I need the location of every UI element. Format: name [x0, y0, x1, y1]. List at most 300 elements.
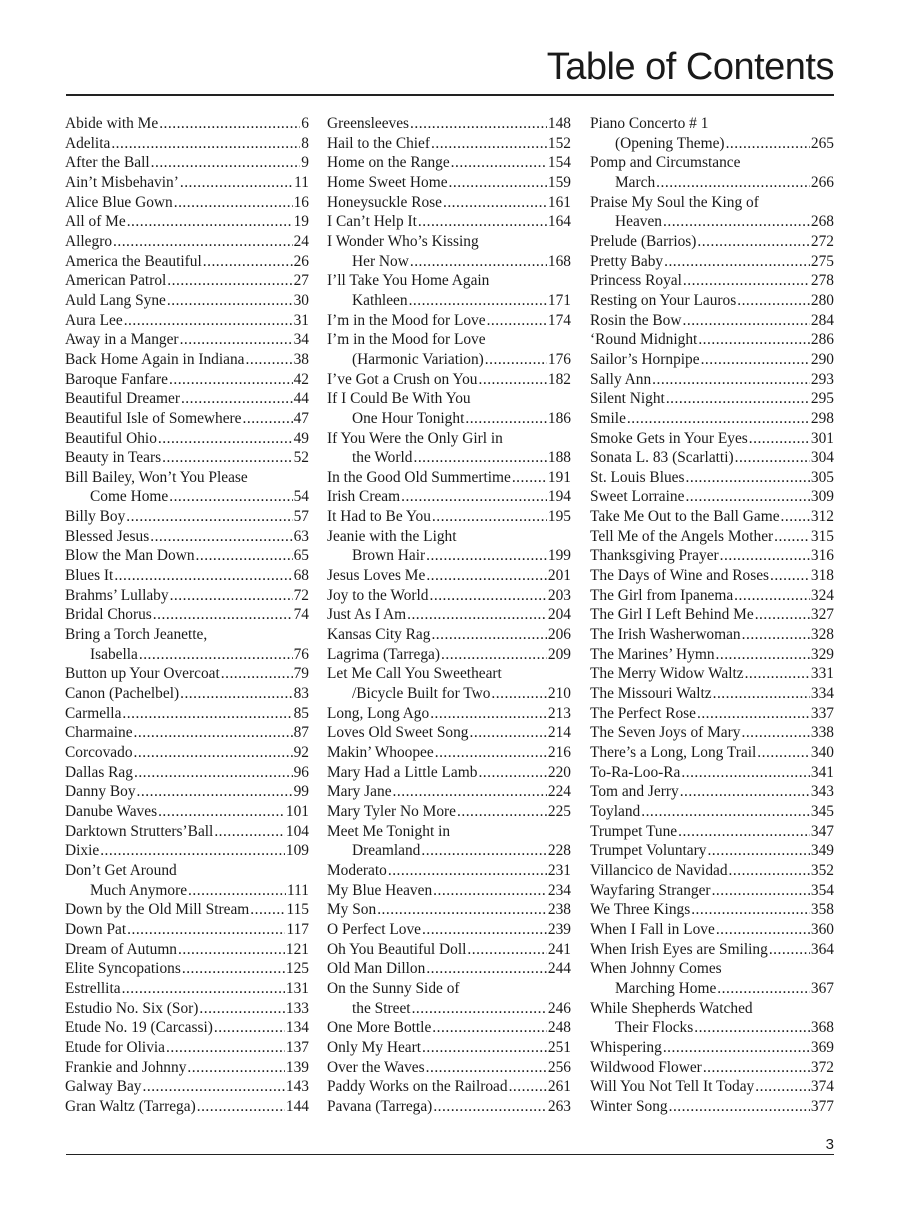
dot-leader — [698, 330, 810, 350]
entry-page-number: 364 — [810, 940, 834, 958]
entry-page-number: 159 — [547, 173, 571, 191]
entry-page-number: 24 — [293, 232, 309, 250]
entry-page-number: 34 — [293, 331, 309, 349]
entry-page-number: 57 — [293, 508, 309, 526]
entry-page-number: 143 — [285, 1078, 309, 1096]
dot-leader — [735, 448, 810, 468]
dot-leader — [158, 802, 285, 822]
dot-leader — [479, 370, 547, 390]
entry-title: In the Good Old Summertime — [327, 468, 511, 486]
dot-leader — [199, 999, 285, 1019]
toc-entry — [65, 507, 309, 527]
entry-title: Moderato — [327, 861, 387, 879]
dot-leader — [422, 1038, 547, 1058]
entry-page-number: 331 — [810, 665, 834, 683]
toc-entry — [590, 684, 834, 704]
entry-page-number: 327 — [810, 606, 834, 624]
entry-page-number: 261 — [547, 1078, 571, 1096]
toc-entry — [327, 153, 571, 173]
toc-entry — [327, 507, 571, 527]
entry-title: Paddy Works on the Railroad — [327, 1078, 508, 1096]
entry-title-continuation: Dreamland — [352, 842, 421, 860]
toc-entry — [65, 173, 309, 193]
entry-title: The Merry Widow Waltz — [590, 665, 744, 683]
toc-entry — [327, 566, 571, 586]
entry-title: Canon (Pachelbel) — [65, 685, 180, 703]
entry-page-number: 11 — [294, 173, 309, 191]
entry-title-continuation: Brown Hair — [352, 547, 426, 565]
entry-page-number: 206 — [547, 626, 571, 644]
dot-leader — [246, 350, 293, 370]
entry-title: Estudio No. Six (Sor) — [65, 999, 199, 1017]
toc-entry — [590, 822, 834, 842]
toc-entry — [590, 527, 834, 547]
entry-page-number: 201 — [547, 567, 571, 585]
entry-page-number: 244 — [547, 960, 571, 978]
entry-title: The Days of Wine and Roses — [590, 567, 770, 585]
toc-entry — [590, 861, 834, 881]
entry-page-number: 304 — [810, 449, 834, 467]
dot-leader — [774, 527, 810, 547]
dot-leader — [656, 173, 810, 193]
entry-title: Frankie and Johnny — [65, 1058, 187, 1076]
entry-page-number: 220 — [547, 763, 571, 781]
entry-title: Mary Jane — [327, 783, 392, 801]
entry-title: I Wonder Who’s Kissing — [327, 232, 479, 250]
entry-page-number: 203 — [547, 586, 571, 604]
entry-title: One More Bottle — [327, 1019, 432, 1037]
entry-page-number: 27 — [293, 272, 309, 290]
page-title: Table of Contents — [546, 46, 834, 88]
entry-page-number: 256 — [547, 1058, 571, 1076]
entry-title: I Can’t Help It — [327, 213, 417, 231]
dot-leader — [426, 1058, 547, 1078]
entry-title: Joy to the World — [327, 586, 429, 604]
entry-page-number: 96 — [293, 763, 309, 781]
entry-page-number: 340 — [810, 744, 834, 761]
toc-entry — [327, 1077, 571, 1097]
entry-page-number: 305 — [810, 468, 834, 486]
toc-entry — [590, 881, 834, 901]
entry-title: Oh You Beautiful Doll — [327, 940, 467, 958]
dot-leader — [113, 232, 293, 252]
dot-leader — [742, 625, 810, 645]
entry-title: After the Ball — [65, 154, 150, 172]
entry-title: Rosin the Bow — [590, 311, 682, 329]
entry-title: Sally Ann — [590, 370, 652, 388]
dot-leader — [388, 861, 547, 881]
dot-leader — [716, 645, 810, 665]
dot-leader — [167, 291, 293, 311]
entry-title: Pretty Baby — [590, 252, 664, 270]
entry-title: The Marines’ Hymn — [590, 645, 715, 663]
dot-leader — [431, 134, 547, 154]
toc-entry — [327, 723, 571, 743]
entry-page-number: 9 — [301, 154, 309, 172]
toc-entry — [590, 193, 834, 232]
dot-leader — [122, 979, 285, 999]
entry-page-number: 352 — [810, 861, 834, 879]
toc-entry — [65, 370, 309, 390]
entry-title: Home Sweet Home — [327, 173, 448, 191]
entry-title: Tell Me of the Angels Mother — [590, 527, 774, 545]
entry-page-number: 161 — [547, 193, 571, 211]
dot-leader — [770, 566, 810, 586]
entry-title: Blow the Man Down — [65, 547, 195, 565]
entry-title: I’m in the Mood for Love — [327, 311, 486, 329]
toc-entry — [590, 311, 834, 331]
entry-page-number: 368 — [810, 1019, 834, 1037]
toc-entry — [65, 566, 309, 586]
toc-entry — [327, 1018, 571, 1038]
entry-page-number: 8 — [301, 134, 309, 152]
dot-leader — [126, 507, 292, 527]
dot-leader — [467, 940, 547, 960]
dot-leader — [781, 507, 810, 527]
dot-leader — [478, 763, 546, 783]
dot-leader — [214, 1018, 285, 1038]
entry-title: Sonata L. 83 (Scarlatti) — [590, 449, 734, 467]
entry-title: My Son — [327, 901, 377, 919]
toc-entry — [65, 350, 309, 370]
entry-title: The Missouri Waltz — [590, 685, 712, 703]
toc-entry — [65, 841, 309, 861]
toc-entry — [327, 134, 571, 154]
entry-page-number: 30 — [293, 291, 309, 309]
dot-leader — [182, 959, 285, 979]
entry-title: Galway Bay — [65, 1078, 142, 1096]
dot-leader — [412, 999, 547, 1019]
toc-entry — [327, 173, 571, 193]
entry-title: There’s a Long, Long Trail — [590, 744, 757, 761]
entry-title: Lagrima (Tarrega) — [327, 645, 440, 663]
dot-leader — [143, 1077, 285, 1097]
entry-page-number: 38 — [293, 350, 309, 368]
toc-entry — [590, 841, 834, 861]
entry-page-number: 139 — [285, 1058, 309, 1076]
toc-entry — [327, 311, 571, 331]
entry-page-number: 228 — [547, 842, 571, 860]
entry-page-number: 134 — [285, 1019, 309, 1037]
entry-title: Abide with Me — [65, 115, 159, 132]
dot-leader — [729, 861, 810, 881]
entry-title-continuation: (Opening Theme) — [615, 134, 725, 152]
dot-leader — [707, 841, 809, 861]
entry-page-number: 125 — [285, 960, 309, 978]
dot-leader — [410, 114, 547, 134]
entry-page-number: 214 — [547, 724, 571, 742]
dot-leader — [150, 527, 292, 547]
dot-leader — [745, 664, 810, 684]
entry-title: Let Me Call You Sweetheart — [327, 665, 502, 683]
entry-title: Greensleeves — [327, 115, 410, 132]
toc-entry — [327, 704, 571, 724]
dot-leader — [627, 409, 810, 429]
entry-page-number: 26 — [293, 252, 309, 270]
entry-page-number: 312 — [810, 508, 834, 526]
entry-title: Etude No. 19 (Carcassi) — [65, 1019, 213, 1037]
toc-entry — [590, 743, 834, 763]
toc-entry — [327, 586, 571, 606]
entry-page-number: 295 — [810, 390, 834, 408]
entry-page-number: 63 — [293, 527, 309, 545]
entry-title: Villancico de Navidad — [590, 861, 728, 879]
dot-leader — [410, 252, 547, 272]
entry-title: Sweet Lorraine — [590, 488, 685, 506]
entry-page-number: 52 — [293, 449, 309, 467]
toc-column-3 — [590, 114, 834, 1116]
toc-entry — [590, 370, 834, 390]
dot-leader — [485, 350, 547, 370]
dot-leader — [426, 959, 547, 979]
entry-title: Irish Cream — [327, 488, 401, 506]
entry-title: Makin’ Whoopee — [327, 744, 434, 761]
toc-entry — [327, 232, 571, 271]
toc-entry — [65, 429, 309, 449]
entry-page-number: 369 — [810, 1038, 834, 1056]
dot-leader — [243, 409, 293, 429]
entry-page-number: 101 — [285, 802, 309, 820]
entry-title: Ain’t Misbehavin’ — [65, 173, 179, 191]
entry-page-number: 343 — [810, 783, 834, 801]
dot-leader — [487, 311, 547, 331]
entry-title: Jeanie with the Light — [327, 527, 457, 545]
entry-title: To-Ra-Loo-Ra — [590, 763, 681, 781]
dot-leader — [250, 900, 285, 920]
entry-title: ‘Round Midnight — [590, 331, 698, 349]
dot-leader — [159, 114, 300, 134]
entry-title: Danube Waves — [65, 802, 158, 820]
dot-leader — [134, 763, 293, 783]
entry-page-number: 154 — [547, 154, 571, 172]
toc-entry — [327, 645, 571, 665]
entry-page-number: 44 — [293, 390, 309, 408]
dot-leader — [680, 782, 810, 802]
entry-title: The Perfect Rose — [590, 704, 696, 722]
toc-entry — [65, 625, 309, 664]
entry-title: My Blue Heaven — [327, 881, 433, 899]
toc-entry — [327, 605, 571, 625]
entry-page-number: 99 — [293, 783, 309, 801]
entry-page-number: 347 — [810, 822, 834, 840]
toc-entry — [65, 193, 309, 213]
toc-entry — [65, 743, 309, 763]
dot-leader — [162, 448, 293, 468]
toc-entry — [65, 212, 309, 232]
dot-leader — [435, 743, 547, 763]
toc-entry — [65, 1077, 309, 1097]
toc-entry — [65, 330, 309, 350]
toc-entry — [65, 920, 309, 940]
toc-entry — [65, 999, 309, 1019]
entry-page-number: 171 — [547, 291, 571, 309]
toc-entry — [65, 763, 309, 783]
entry-title: Mary Had a Little Lamb — [327, 763, 478, 781]
entry-page-number: 65 — [293, 547, 309, 565]
entry-page-number: 19 — [293, 213, 309, 231]
entry-title-continuation: March — [615, 173, 656, 191]
entry-title: Charmaine — [65, 724, 133, 742]
entry-title: I’ve Got a Crush on You — [327, 370, 478, 388]
dot-leader — [401, 487, 547, 507]
dot-leader — [180, 330, 293, 350]
entry-page-number: 278 — [810, 272, 834, 290]
entry-title-continuation: /Bicycle Built for Two — [352, 685, 491, 703]
toc-entry — [65, 311, 309, 331]
entry-page-number: 329 — [810, 645, 834, 663]
entry-title: I’ll Take You Home Again — [327, 272, 490, 290]
entry-page-number: 199 — [547, 547, 571, 565]
entry-page-number: 76 — [293, 645, 309, 663]
dot-leader — [441, 645, 547, 665]
dot-leader — [712, 881, 810, 901]
toc-entry — [590, 271, 834, 291]
toc-entry — [327, 664, 571, 703]
dot-leader — [666, 389, 810, 409]
toc-entry — [65, 704, 309, 724]
entry-page-number: 266 — [810, 173, 834, 191]
entry-title: Aura Lee — [65, 311, 123, 329]
toc-entry — [65, 1058, 309, 1078]
entry-page-number: 104 — [285, 822, 309, 840]
toc-entry — [590, 468, 834, 488]
dot-leader — [741, 723, 809, 743]
entry-title: Will You Not Tell It Today — [590, 1078, 755, 1096]
toc-entry — [590, 389, 834, 409]
dot-leader — [377, 900, 547, 920]
toc-entry — [590, 232, 834, 252]
toc-entry — [327, 429, 571, 468]
entry-title: American Patrol — [65, 272, 167, 290]
entry-page-number: 360 — [810, 920, 834, 938]
entry-page-number: 92 — [293, 744, 309, 761]
toc-column-1 — [65, 114, 309, 1116]
toc-column-2 — [327, 114, 571, 1116]
entry-title: Down Pat — [65, 920, 127, 938]
toc-entry — [327, 802, 571, 822]
entry-title: Kansas City Rag — [327, 626, 431, 644]
dot-leader — [716, 920, 810, 940]
dot-leader — [757, 743, 810, 763]
entry-title: It Had to Be You — [327, 508, 431, 526]
dot-leader — [451, 153, 547, 173]
entry-title: Bring a Torch Jeanette, — [65, 626, 208, 644]
entry-page-number: 31 — [293, 311, 309, 329]
dot-leader — [663, 212, 810, 232]
entry-title: Prelude (Barrios) — [590, 232, 697, 250]
dot-leader — [214, 822, 285, 842]
entry-title: The Seven Joys of Mary — [590, 724, 741, 742]
entry-page-number: 83 — [293, 685, 309, 703]
entry-title: Tom and Jerry — [590, 783, 679, 801]
dot-leader — [470, 723, 547, 743]
toc-entry — [327, 487, 571, 507]
entry-page-number: 191 — [547, 468, 571, 486]
dot-leader — [691, 900, 810, 920]
toc-entry — [65, 153, 309, 173]
entry-page-number: 251 — [547, 1038, 571, 1056]
entry-title: Auld Lang Syne — [65, 291, 166, 309]
entry-page-number: 117 — [286, 920, 309, 938]
toc-entry — [590, 723, 834, 743]
entry-page-number: 79 — [293, 665, 309, 683]
entry-title: Beauty in Tears — [65, 449, 162, 467]
dot-leader — [187, 1058, 285, 1078]
entry-title: St. Louis Blues — [590, 468, 685, 486]
entry-title: Blues It — [65, 567, 114, 585]
entry-page-number: 286 — [810, 331, 834, 349]
dot-leader — [127, 212, 293, 232]
entry-page-number: 47 — [293, 409, 309, 427]
entry-page-number: 248 — [547, 1019, 571, 1037]
entry-title: Bridal Chorus — [65, 606, 152, 624]
toc-entry — [65, 252, 309, 272]
entry-page-number: 174 — [547, 311, 571, 329]
toc-entry — [65, 134, 309, 154]
entry-title: Meet Me Tonight in — [327, 822, 451, 840]
dot-leader — [681, 763, 810, 783]
toc-entry — [327, 900, 571, 920]
toc-entry — [327, 782, 571, 802]
entry-page-number: 210 — [547, 685, 571, 703]
entry-page-number: 225 — [547, 802, 571, 820]
toc-entry — [65, 723, 309, 743]
toc-entry — [65, 782, 309, 802]
entry-page-number: 354 — [810, 881, 834, 899]
toc-entry — [327, 527, 571, 566]
toc-entry — [65, 1018, 309, 1038]
dot-leader — [678, 822, 810, 842]
dot-leader — [683, 271, 810, 291]
entry-title: Trumpet Voluntary — [590, 842, 707, 860]
entry-title: Down by the Old Mill Stream — [65, 901, 250, 919]
entry-page-number: 315 — [810, 527, 834, 545]
entry-title: When I Fall in Love — [590, 920, 715, 938]
entry-title: Winter Song — [590, 1097, 668, 1115]
entry-page-number: 164 — [547, 213, 571, 231]
toc-entry — [65, 1038, 309, 1058]
toc-entry — [327, 881, 571, 901]
entry-page-number: 137 — [285, 1038, 309, 1056]
entry-title: America the Beautiful — [65, 252, 202, 270]
entry-page-number: 182 — [547, 370, 571, 388]
entry-page-number: 144 — [285, 1097, 309, 1115]
entry-page-number: 186 — [547, 409, 571, 427]
entry-page-number: 377 — [810, 1097, 834, 1115]
entry-title-continuation: Isabella — [90, 645, 138, 663]
toc-entry — [590, 1058, 834, 1078]
toc-entry — [590, 114, 834, 153]
entry-title: Only My Heart — [327, 1038, 422, 1056]
toc-entry — [327, 212, 571, 232]
dot-leader — [694, 1018, 810, 1038]
dot-leader — [134, 723, 293, 743]
dot-leader — [393, 782, 547, 802]
dot-leader — [196, 546, 293, 566]
toc-entry — [590, 487, 834, 507]
entry-title-continuation: the World — [352, 449, 413, 467]
entry-title: Adelita — [65, 134, 111, 152]
toc-entry — [65, 586, 309, 606]
entry-title: Whispering — [590, 1038, 662, 1056]
entry-title: On the Sunny Side of — [327, 979, 460, 997]
entry-page-number: 280 — [810, 291, 834, 309]
dot-leader — [137, 782, 293, 802]
entry-title: Hail to the Chief — [327, 134, 431, 152]
entry-page-number: 358 — [810, 901, 834, 919]
entry-page-number: 367 — [810, 979, 834, 997]
toc-entry — [65, 291, 309, 311]
